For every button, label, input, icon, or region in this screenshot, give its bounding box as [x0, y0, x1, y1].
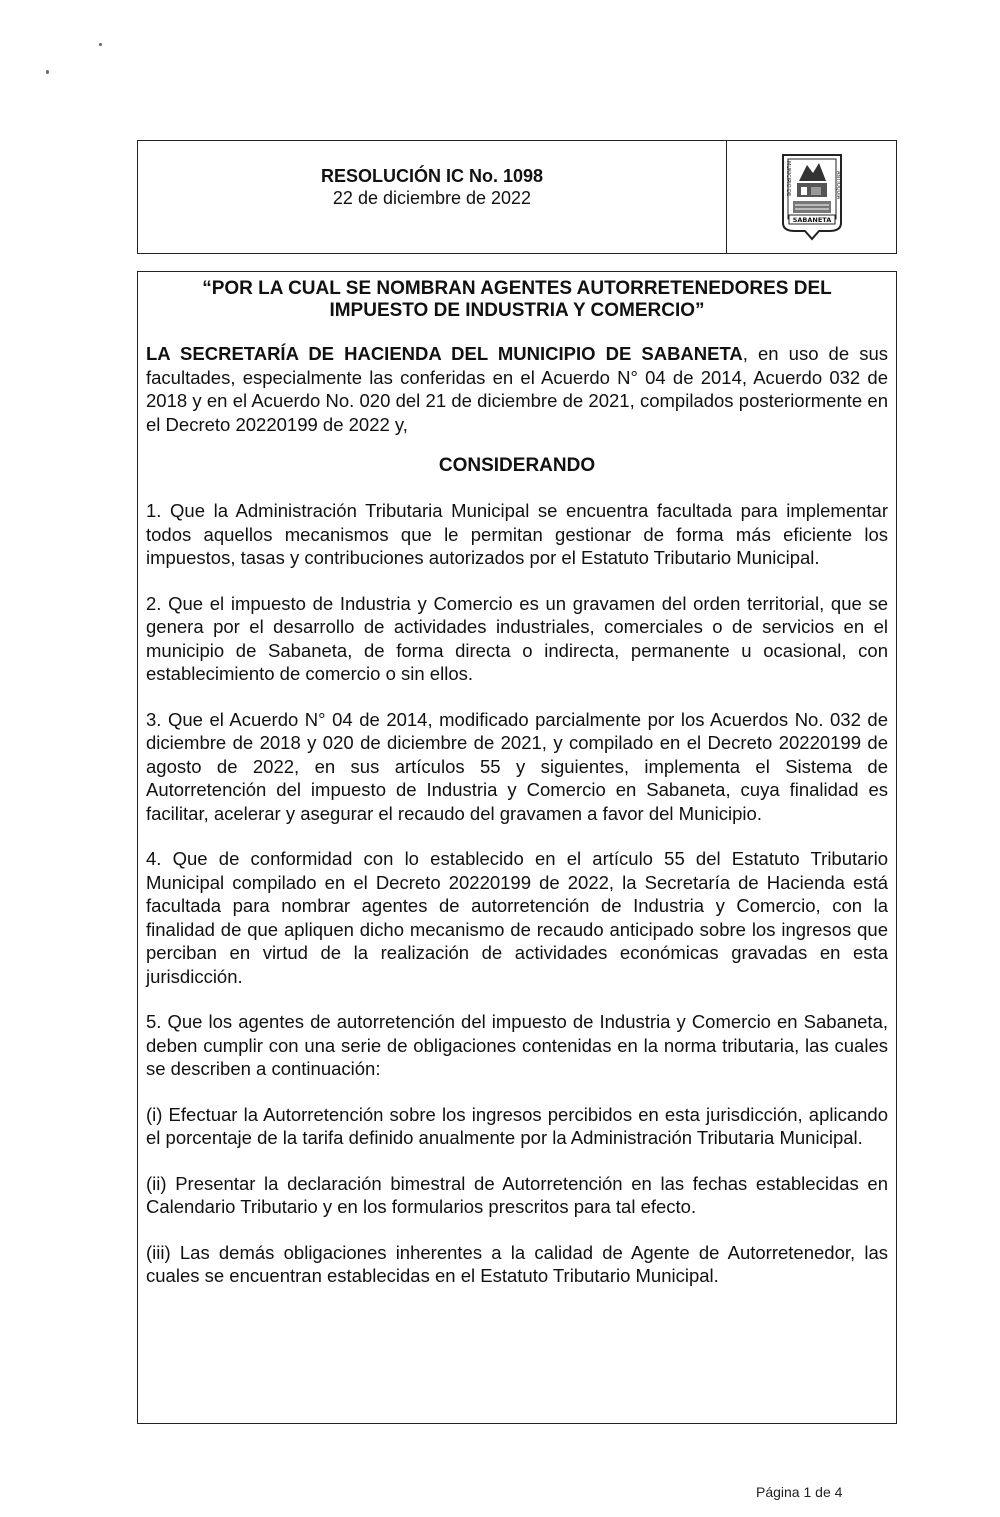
intro-paragraph: [146, 342, 888, 436]
page-number: Página 1 de 4: [756, 1484, 843, 1500]
issuing-authority: LA SECRETARÍA DE HACIENDA DEL MUNICIPIO DE SABANETA: [146, 343, 743, 364]
considerando-paragraph: 4. Que de conformidad con lo establecido en el artículo 55 del Estatuto Tributario Municipal compilado en el Decreto 20220199 de 2022, la Secretaría de Hacienda está facultada para nombrar agentes de autorretención de Industria y Comercio, con la finalidad de que apliquen dicho mecanismo de recaudo anticipado sobre los ingresos que perciban en virtud de la realización de actividades económicas gravadas en esta jurisdicción.: [146, 848, 888, 987]
obligation-item: (ii) Presentar la declaración bimestral de Autorretención en las fechas establecidas en Calendario Tributario y en los formularios prescritos para tal efecto.: [146, 1172, 888, 1217]
document-title: [146, 278, 888, 322]
document-title-line: “POR LA CUAL SE NOMBRAN AGENTES AUTORRETENEDORES DEL: [202, 278, 832, 299]
resolution-header: [137, 140, 897, 254]
obligation-item: (iii) Las demás obligaciones inherentes a la calidad de Agente de Autorretenedor, las cuales se encuentran establecidas en el Estatuto Tributario Municipal.: [146, 1241, 888, 1286]
resolution-title: RESOLUCIÓN IC No. 1098: [320, 166, 544, 186]
considerando-paragraph: 5. Que los agentes de autorretención del impuesto de Industria y Comercio en Sabaneta, deben cumplir con una serie de obligaciones contenidas en la norma tributaria, las cuales se describen a continuación:: [146, 1011, 888, 1079]
document-title-line: IMPUESTO DE INDUSTRIA Y COMERCIO”: [329, 300, 705, 321]
resolution-date: 22 de diciembre de 2022: [332, 188, 532, 208]
seal-text-side: ANTIOQUIA: [834, 171, 841, 200]
scan-speck: [99, 43, 102, 46]
resolution-body: [137, 271, 897, 1424]
section-heading: CONSIDERANDO: [438, 455, 596, 476]
seal-text-top: MUNICIPIO DE: [784, 161, 791, 197]
considerando-paragraph: 2. Que el impuesto de Industria y Comercio es un gravamen del orden territorial, que se genera por el desarrollo de actividades industriales, comerciales o de servicios en el municipio de Sabaneta, de forma directa o indirecta, permanente u ocasional, con establecimiento de comercio o sin ellos.: [146, 592, 888, 684]
obligation-item: (i) Efectuar la Autorretención sobre los ingresos percibidos en esta jurisdicción, aplicando el porcentaje de la tarifa definido anualmente por la Administración Tributaria Municipal.: [146, 1103, 888, 1148]
intro-text: , en uso de sus facultades, especialmente las conferidas en el Acuerdo N° 04 de 2014, Acuerdo 032 de 2018 y en el Acuerdo No. 020 del 21 de diciembre de 2021, compilados posteriormente en el Decreto 20220199 de 2022 y,: [146, 343, 888, 435]
municipal-seal-icon: [779, 151, 845, 243]
seal-cell: [727, 141, 896, 253]
considerando-paragraph: 1. Que la Administración Tributaria Municipal se encuentra facultada para implementar todos aquellos mecanismos que le permitan gestionar de forma más eficiente los impuestos, tasas y contribuciones autorizados por el Estatuto Tributario Municipal.: [146, 500, 888, 568]
resolution-header-text: [138, 141, 727, 253]
scan-speck: [46, 70, 49, 74]
seal-text-bottom: SABANETA: [792, 216, 831, 224]
considerando-paragraph: 3. Que el Acuerdo N° 04 de 2014, modificado parcialmente por los Acuerdos No. 032 de diciembre de 2018 y 020 de diciembre de 2021, y compilado en el Decreto 20220199 de agosto de 2022, en sus artículos 55 y siguientes, implementa el Sistema de Autorretención del impuesto de Industria y Comercio en Sabaneta, cuya finalidad es facilitar, acelerar y asegurar el recaudo del gravamen a favor del Municipio.: [146, 708, 888, 824]
